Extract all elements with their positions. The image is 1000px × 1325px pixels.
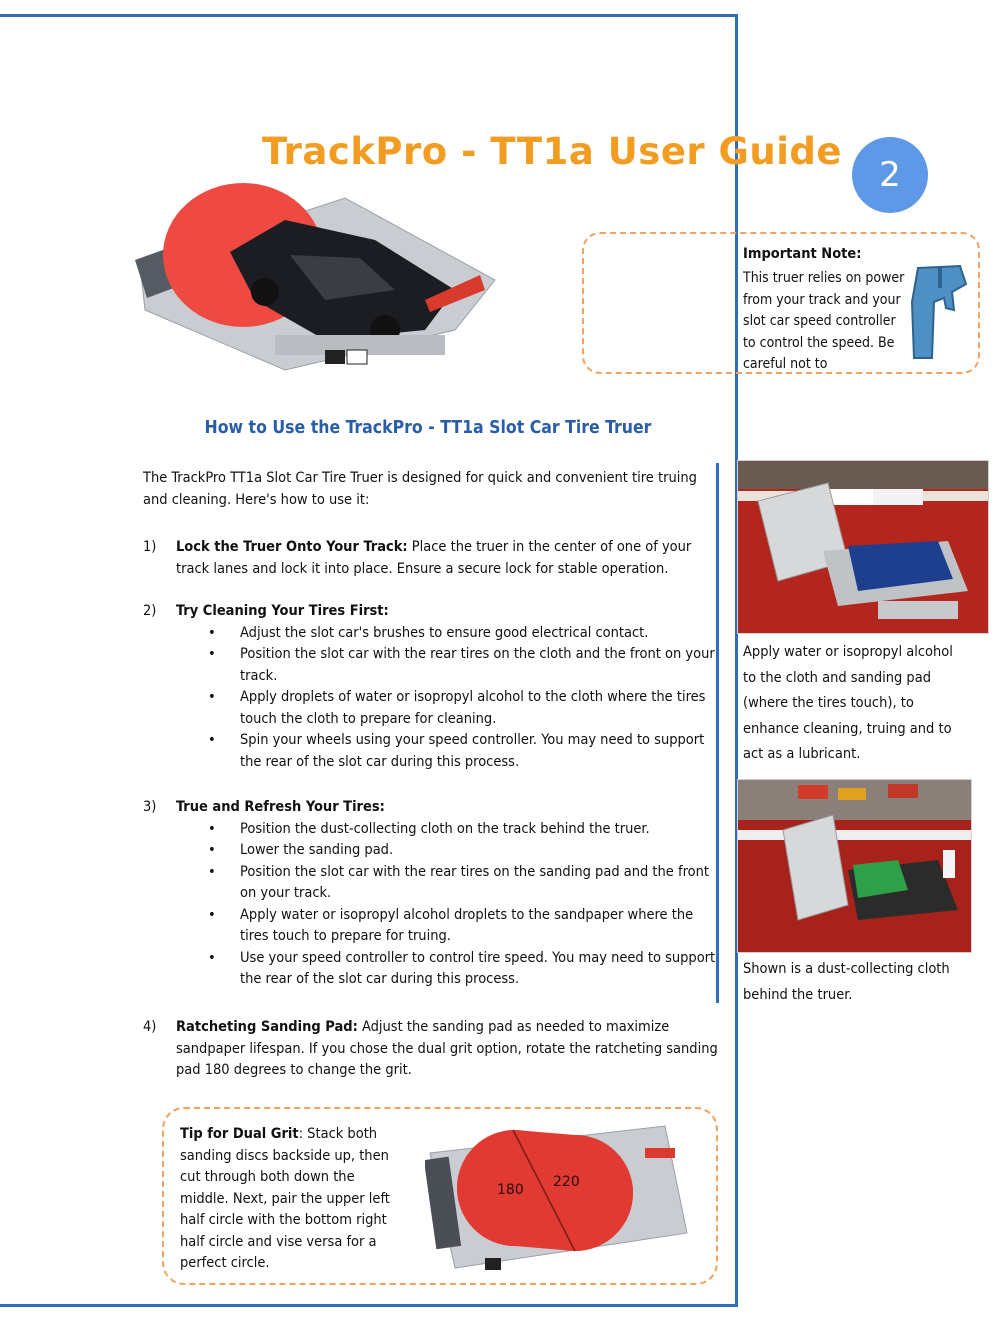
list-item: • Adjust the slot car's brushes to ensure good electrical contact. xyxy=(240,623,718,645)
photo-1-caption: Apply water or isopropyl alcohol to the cloth and sanding pad (where the tires touch), to enhance cleaning, truing and to act as a lubricant. xyxy=(743,644,953,762)
list-item: • Position the slot car with the rear tires on the cloth and the front on your track. xyxy=(240,644,718,687)
step-number: 1) xyxy=(143,539,157,555)
step-3 xyxy=(143,797,718,991)
photo-truer-cleaning xyxy=(737,460,989,634)
step-2 xyxy=(143,601,718,773)
step-heading: Ratcheting Sanding Pad: xyxy=(176,1019,358,1035)
step-4 xyxy=(143,1017,718,1082)
list-item: • Lower the sanding pad. xyxy=(240,840,718,862)
step-number: 3) xyxy=(143,799,157,815)
step-heading: Lock the Truer Onto Your Track: xyxy=(176,539,408,555)
step-1 xyxy=(143,537,718,580)
tip-body: : Stack both sanding discs backside up, then cut through both down the middle. Next, pair the upper left half circle with the bottom right half circle and vise versa for a perfect circle. xyxy=(180,1126,390,1271)
page-number-badge: 2 xyxy=(852,137,928,213)
list-item: • Position the slot car with the rear tires on the sanding pad and the front on your track. xyxy=(240,862,718,905)
list-item: • Apply water or isopropyl alcohol droplets to the sandpaper where the tires touch to prepare for truing. xyxy=(240,905,718,948)
step-number: 2) xyxy=(143,603,157,619)
step-text: Adjust the sanding pad as needed to maximize sandpaper lifespan. If you chose the dual grit option, rotate the ratcheting sanding pad 180 degrees to change the grit. xyxy=(176,1019,718,1078)
step-text: Place the truer in the center of one of your track lanes and lock it into place. Ensure a secure lock for stable operation. xyxy=(176,539,692,577)
tip-text xyxy=(180,1124,405,1275)
dual-grit-disc-image xyxy=(425,1118,695,1278)
list-item: • Spin your wheels using your speed controller. You may need to support the rear of the slot car during this process. xyxy=(240,730,718,773)
page-border-top xyxy=(0,14,738,17)
disc-label-220: 220 xyxy=(553,1174,580,1190)
truer-with-car-image xyxy=(125,180,505,380)
sidebar-divider xyxy=(716,463,719,1003)
tip-heading: Tip for Dual Grit xyxy=(180,1126,299,1142)
page-border-right xyxy=(735,14,738,1307)
speed-controller-icon xyxy=(908,262,970,364)
intro-paragraph: The TrackPro TT1a Slot Car Tire Truer is designed for quick and convenient tire truing and cleaning. Here's how to use it: xyxy=(143,470,697,508)
step-heading: True and Refresh Your Tires: xyxy=(176,799,385,815)
disc-label-180: 180 xyxy=(497,1182,524,1198)
list-item: • Apply droplets of water or isopropyl alcohol to the cloth where the tires touch the cloth to prepare for cleaning. xyxy=(240,687,718,730)
step-heading: Try Cleaning Your Tires First: xyxy=(176,603,389,619)
page-title: TrackPro - TT1a User Guide xyxy=(262,130,843,173)
photo-dust-cloth xyxy=(737,779,972,953)
photo-2-caption: Shown is a dust-collecting cloth behind the truer. xyxy=(743,961,950,1003)
section-subtitle: How to Use the TrackPro - TT1a Slot Car Tire Truer xyxy=(204,418,652,438)
important-note-title: Important Note: xyxy=(743,246,862,262)
list-item: • Position the dust-collecting cloth on the track behind the truer. xyxy=(240,819,718,841)
list-item: • Use your speed controller to control tire speed. You may need to support the rear of the slot car during this process. xyxy=(240,948,718,991)
page-border-bottom xyxy=(0,1304,738,1307)
step-number: 4) xyxy=(143,1019,157,1035)
important-note-text: This truer relies on power from your track and your slot car speed controller to control the speed. Be careful not to xyxy=(743,270,905,372)
